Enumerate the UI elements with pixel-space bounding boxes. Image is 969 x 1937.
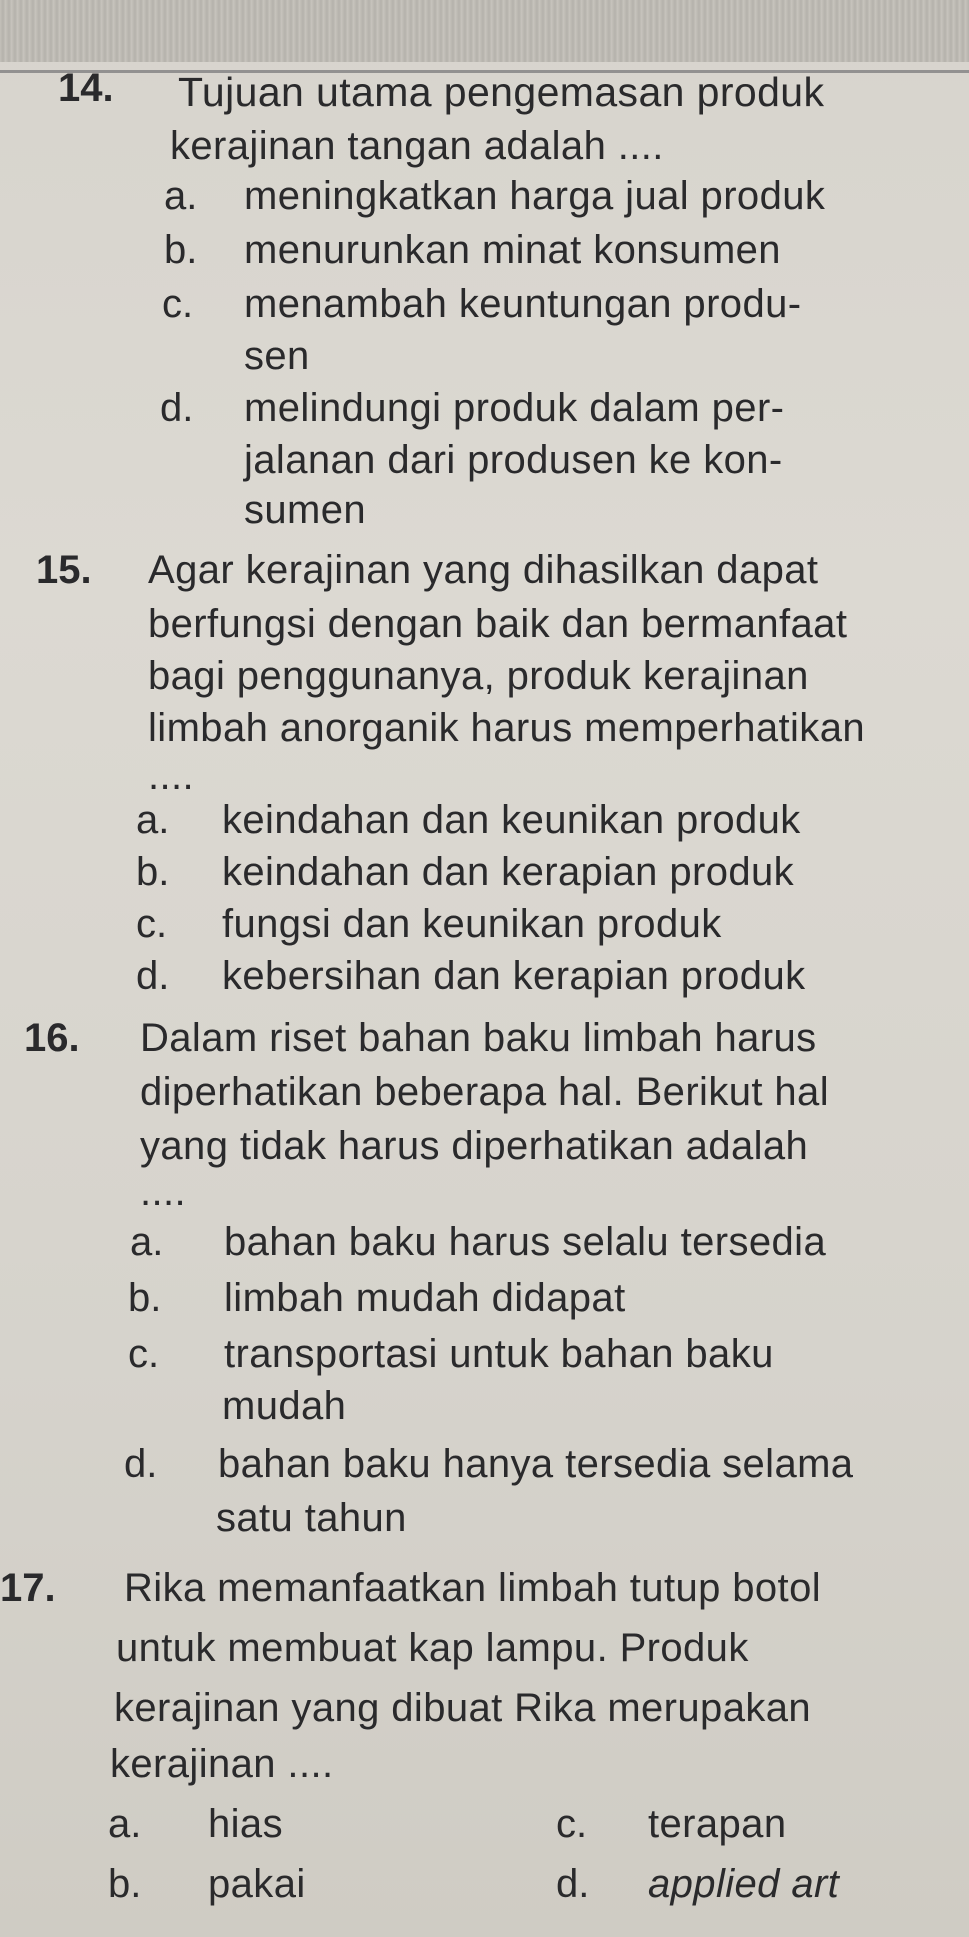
question-15-stem-line-5: .... — [148, 754, 195, 798]
question-17-option-d-text: applied art — [648, 1862, 840, 1906]
question-16-option-d-letter: d. — [124, 1442, 158, 1486]
question-16-stem-line-2: diperhatikan beberapa hal. Berikut hal — [140, 1070, 829, 1114]
question-14-option-a-text: meningkatkan harga jual produk — [244, 174, 826, 218]
question-15-option-d-text: kebersihan dan kerapian produk — [222, 954, 806, 998]
question-17-option-b-text: pakai — [208, 1862, 306, 1906]
question-17-stem-line-2: untuk membuat kap lampu. Produk — [116, 1626, 749, 1670]
question-15-option-b-text: keindahan dan kerapian produk — [222, 850, 795, 894]
question-16-option-a-letter: a. — [130, 1220, 164, 1264]
question-14-option-b-letter: b. — [164, 228, 198, 272]
question-14-option-d-text-line-2: jalanan dari produsen ke kon- — [244, 438, 783, 482]
question-14-option-c-text-line-2: sen — [244, 334, 310, 378]
question-14-stem-line-1: Tujuan utama pengemasan produk — [178, 69, 825, 115]
question-17-stem-line-1: Rika memanfaatkan limbah tutup botol — [124, 1566, 821, 1610]
question-14-option-d-letter: d. — [160, 386, 194, 430]
question-15-option-c-letter: c. — [136, 902, 168, 946]
question-17-stem-line-4: kerajinan .... — [110, 1742, 334, 1786]
question-17-option-a-text: hias — [208, 1802, 283, 1846]
question-14-option-d-text-line-3: sumen — [244, 488, 367, 532]
question-17-option-b-letter: b. — [108, 1862, 142, 1906]
question-16-stem-line-4: .... — [140, 1170, 187, 1214]
question-15-option-b-letter: b. — [136, 850, 170, 894]
question-15-option-c-text: fungsi dan keunikan produk — [222, 902, 722, 946]
question-15-option-a-letter: a. — [136, 798, 170, 842]
page-top-edge — [0, 0, 969, 62]
question-14-option-c-letter: c. — [162, 282, 194, 326]
question-15-stem-line-4: limbah anorganik harus memperhatikan — [148, 706, 865, 750]
question-16-stem-line-3: yang tidak harus diperhatikan adalah — [140, 1124, 809, 1168]
question-15-option-d-letter: d. — [136, 954, 170, 998]
question-17-stem-line-3: kerajinan yang dibuat Rika merupakan — [114, 1686, 812, 1730]
question-17-option-c-text: terapan — [648, 1802, 787, 1846]
question-15-stem-line-3: bagi penggunanya, produk kerajinan — [148, 654, 809, 698]
question-15-option-a-text: keindahan dan keunikan produk — [222, 798, 801, 842]
question-15-stem-line-2: berfungsi dengan baik dan bermanfaat — [148, 602, 848, 646]
question-15-stem-line-1: Agar kerajinan yang dihasilkan dapat — [148, 548, 819, 592]
question-16-option-c-letter: c. — [128, 1332, 160, 1376]
question-16-option-c-text-line-2: mudah — [222, 1384, 347, 1428]
question-16-option-c-text-line-1: transportasi untuk bahan baku — [224, 1332, 774, 1376]
question-17-option-a-letter: a. — [108, 1802, 142, 1846]
question-14-option-b-text: menurunkan minat konsumen — [244, 228, 781, 272]
question-16-stem-line-1: Dalam riset bahan baku limbah harus — [140, 1016, 817, 1060]
question-14-option-d-text-line-1: melindungi produk dalam per- — [244, 386, 785, 430]
question-14-option-a-letter: a. — [164, 174, 198, 218]
question-16-option-b-text: limbah mudah didapat — [224, 1276, 626, 1320]
question-16-number: 16. — [24, 1016, 80, 1060]
question-16-option-d-text-line-2: satu tahun — [216, 1496, 407, 1540]
question-17-number: 17. — [0, 1566, 56, 1610]
question-16-option-d-text-line-1: bahan baku hanya tersedia selama — [218, 1442, 854, 1486]
question-16-option-a-text: bahan baku harus selalu tersedia — [224, 1220, 827, 1264]
question-15-number: 15. — [36, 548, 92, 592]
question-14-stem-line-2: kerajinan tangan adalah .... — [170, 124, 664, 168]
question-17-option-c-letter: c. — [556, 1802, 588, 1846]
question-14-number: 14. — [58, 66, 114, 110]
question-17-option-d-letter: d. — [556, 1862, 590, 1906]
question-14-option-c-text-line-1: menambah keuntungan produ- — [244, 282, 802, 326]
question-16-option-b-letter: b. — [128, 1276, 162, 1320]
